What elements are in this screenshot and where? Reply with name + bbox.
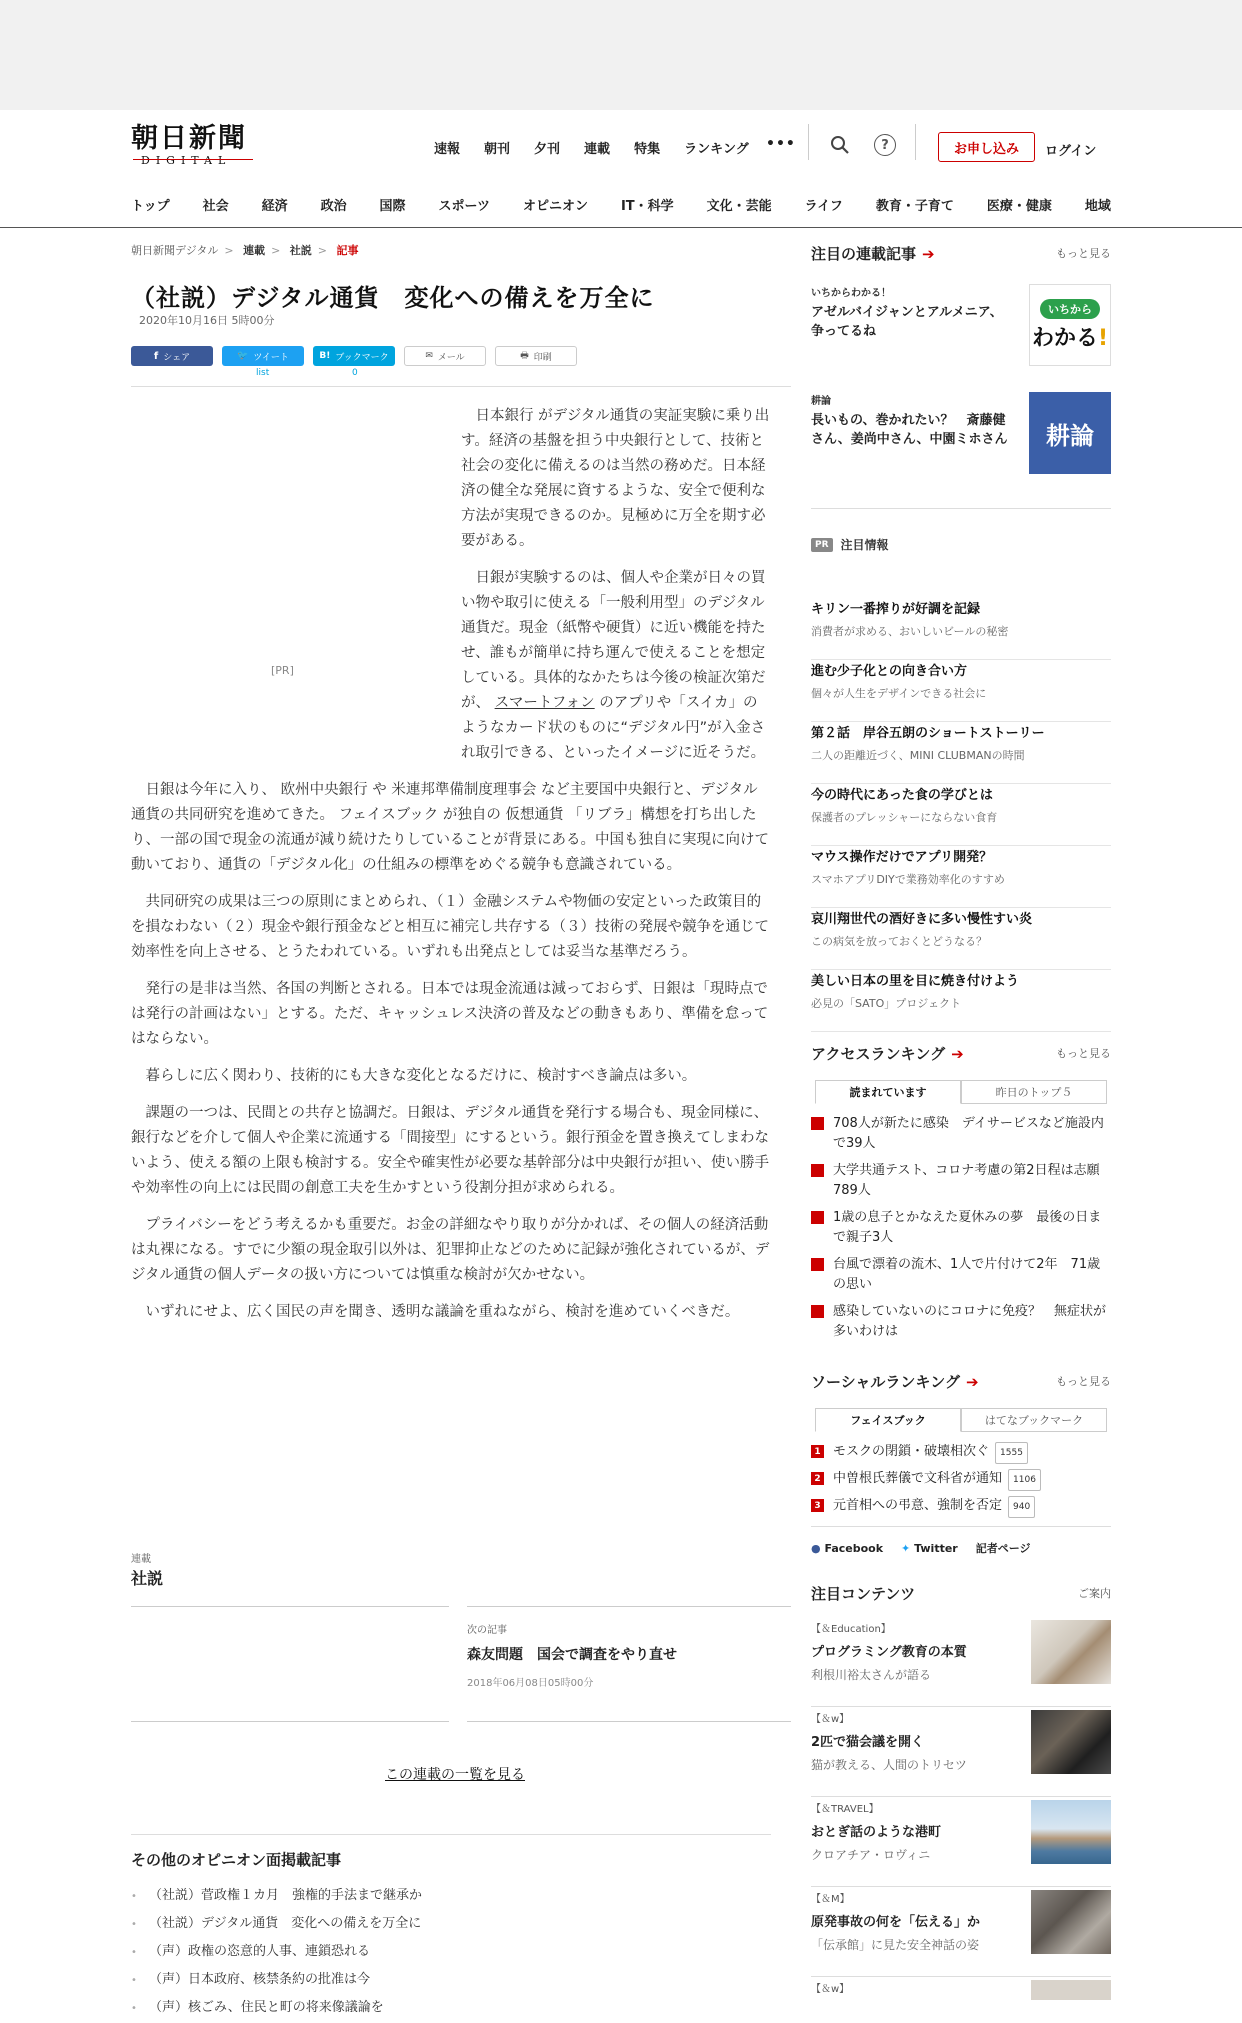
paragraph: いずれにせよ、広く国民の声を聞き、透明な議論を重ねながら、検討を進めていくべきだ。 (145, 1304, 740, 1320)
kouron-thumbnail: 耕論 (1029, 392, 1111, 474)
nav-series[interactable]: 連載 (584, 142, 611, 157)
rank-marker (811, 1258, 824, 1271)
ranking-item[interactable]: 1歳の息子とかなえた夏休みの夢 最後の日まで親子3人 (811, 1208, 1111, 1248)
list-item[interactable]: • （声）核ごみ、住民と町の将来像議論を (131, 2000, 384, 2015)
social-item[interactable]: 3 元首相への弔意、強制を否定 940 (811, 1496, 1111, 1518)
ranking-item[interactable]: 感染していないのにコロナに免疫？ 無症状が多いわけは (811, 1302, 1111, 1342)
featured-more-link[interactable]: もっと見る (1056, 247, 1111, 260)
twitter-icon: 🐦 (237, 351, 249, 361)
cat-it-science[interactable]: IT・科学 (620, 199, 674, 214)
series-name[interactable]: 社説 (131, 1569, 164, 1588)
contents-guide-link[interactable]: ご案内 (1078, 1587, 1111, 1600)
print-icon: 🖶 (520, 351, 529, 361)
social-tabs (815, 1408, 1107, 1432)
pr-item[interactable]: キリン一番搾りが好調を記録 消費者が求める、おいしいビールの秘密 (811, 598, 1111, 660)
ranking-item[interactable]: 大学共通テスト、コロナ考慮の第2日程は志願789人 (811, 1161, 1111, 1201)
cat-international[interactable]: 国際 (379, 199, 406, 214)
bookmark-count[interactable]: 0 (352, 368, 358, 378)
rank-marker (811, 1305, 824, 1318)
featured-header: 注目の連載記事 ➔ もっと見る (811, 244, 1111, 263)
nav-evening[interactable]: 夕刊 (534, 142, 561, 157)
tab-hatena[interactable]: はてなブックマーク (961, 1408, 1107, 1432)
access-more-link[interactable]: もっと見る (1056, 1047, 1111, 1060)
next-title[interactable]: 森友問題 国会で調査をやり直せ (467, 1647, 677, 1663)
paragraph: 共同研究の成果は三つの原則にまとめられ、（１）金融システムや物価の安定といった政策目的を損なわない（２）現金や銀行預金などと相互に補完し共存する（３）技術の発展や競争を通じて効率性を向上させる、とうたわれている。いずれも出発点としては妥当な基準だろう。 (131, 894, 769, 960)
article-body (131, 404, 771, 1337)
paragraph: 日本銀行 がデジタル通貨の実証実験に乗り出す。経済の基盤を担う中央銀行として、技術と社会の変化に備えるのは当然の務めだ。日本経済の健全な発展に資するような、安全で便利な方法が実現できるのか。見極めに万全を期す必要がある。 (461, 408, 770, 549)
other-opinion-heading: その他のオピニオン面掲載記事 (131, 1834, 771, 1870)
nav-features[interactable]: 特集 (634, 142, 661, 157)
tab-facebook[interactable]: フェイスブック (815, 1408, 961, 1432)
tweet-button[interactable]: 🐦 ツイート (222, 346, 304, 366)
arrow-right-icon: ➔ (965, 1372, 979, 1391)
facebook-link[interactable]: ● Facebook (811, 1541, 884, 1555)
twitter-link[interactable]: ✦ Twitter (901, 1541, 958, 1555)
other-opinion-list (131, 1882, 422, 2022)
paragraph: 課題の一つは、民間との共存と協調だ。日銀は、デジタル通貨を発行する場合も、現金同様に、銀行などを介して個人や企業に流通する「間接型」にするという。銀行預金を置き換えてしまわないよう、使える額の上限も検討する。安全や確実性が必要な基幹部分は中央銀行が担い、使い勝手や効率性の向上には民間の創意工夫を生かすという役割分担が求められる。 (131, 1105, 769, 1196)
mail-button[interactable]: ✉ メール (404, 346, 486, 366)
content-item[interactable]: 【＆Education】 プログラミング教育の本質 利根川裕太さんが語る (811, 1620, 1111, 1702)
breadcrumb-current: 記事 (336, 244, 359, 257)
breadcrumb-home[interactable]: 朝日新聞デジタル (131, 244, 219, 257)
content-item[interactable]: 【＆w】 2匹で猫会議を開く 猫が教える、人間のトリセツ (811, 1710, 1111, 1792)
content-thumbnail (1031, 1710, 1111, 1774)
content-thumbnail (1031, 1980, 1111, 2000)
paragraph: 日銀は今年に入り、 欧州中央銀行 や 米連邦準備制度理事会 など主要国中央銀行と、デジタル通貨の共同研究を進めてきた。 フェイスブック が独自の 仮想通貨 「リブラ」構想を打ち出したり、一部の国で現金の流通が減り続けたりしていることが背景にある。中国も独自に実現に向けて動いており、通貨の「デジタル化」の仕組みの標準をめぐる競争も意識されている。 (131, 782, 769, 873)
series-list-link[interactable]: この連載の一覧を見る (385, 1767, 525, 1783)
article-date: 2020年10月16日 5時00分 (139, 314, 275, 327)
featured-item[interactable]: 耕論 長いもの、巻かれたい？ 斎藤健さん、姜尚中さん、中園ミホさん 耕論 (811, 392, 1111, 482)
hatena-bookmark-button[interactable]: B! ブックマーク (313, 346, 395, 366)
rank-marker (811, 1164, 824, 1177)
cat-opinion[interactable]: オピニオン (522, 199, 588, 214)
arrow-right-icon: ➔ (951, 1044, 964, 1063)
tab-yesterday-top5[interactable]: 昨日のトップ５ (961, 1080, 1107, 1104)
pr-item[interactable]: マウス操作だけでアプリ開発？ スマホアプリDIYで業務効率化のすすめ (811, 846, 1111, 908)
login-link[interactable]: ログイン (1045, 144, 1097, 159)
facebook-icon: ● (811, 1541, 821, 1555)
top-nav (434, 138, 773, 157)
access-ranking-header: アクセスランキング ➔ もっと見る (811, 1044, 1111, 1063)
cat-culture[interactable]: 文化・芸能 (706, 199, 772, 214)
pr-item[interactable]: 今の時代にあった食の学びとは 保護者のプレッシャーにならない食育 (811, 784, 1111, 846)
facebook-share-button[interactable]: f シェア (131, 346, 213, 366)
paragraph: 暮らしに広く関わり、技術的にも大きな変化となるだけに、検討すべき論点は多い。 (145, 1068, 697, 1084)
smartphone-link[interactable]: スマートフォン (494, 695, 595, 711)
list-item[interactable]: • （社説）菅政権１カ月 強権的手法まで継承か (131, 1888, 423, 1903)
tweet-count[interactable]: list (256, 368, 270, 378)
category-nav (131, 195, 1111, 214)
cat-life[interactable]: ライフ (804, 199, 843, 214)
cat-top[interactable]: トップ (131, 199, 170, 214)
facebook-icon: f (153, 350, 159, 362)
site-header (0, 110, 1242, 228)
content-thumbnail (1031, 1800, 1111, 1864)
ichikara-thumbnail: いちから わかる! (1029, 284, 1111, 366)
content-thumbnail (1031, 1890, 1111, 1954)
content-item[interactable]: 【＆M】 原発事故の何を「伝える」か 「伝承館」に見た安全神話の姿 (811, 1890, 1111, 1972)
pr-header: PR 注目情報 (811, 536, 889, 553)
pr-item[interactable]: 哀川翔世代の酒好きに多い慢性すい炎 この病気を放っておくとどうなる？ (811, 908, 1111, 970)
social-ranking-header: ソーシャルランキング ➔ もっと見る (811, 1372, 1111, 1391)
cat-society[interactable]: 社会 (202, 199, 229, 214)
cat-economy[interactable]: 経済 (261, 199, 288, 214)
tab-most-read[interactable]: 読まれています (815, 1080, 961, 1104)
rank-marker (811, 1211, 824, 1224)
nav-breaking[interactable]: 速報 (434, 142, 461, 157)
breadcrumb: 朝日新聞デジタル > 連載 > 社説 > 記事 (131, 244, 359, 257)
top-ad-banner (0, 0, 1242, 110)
breadcrumb-editorial[interactable]: 社説 (289, 244, 312, 257)
pr-item[interactable]: 美しい日本の里を目に焼き付けよう 必見の「SATO」プロジェクト (811, 970, 1111, 1032)
paragraph: 日銀が実験するのは、個人や企業が日々の買い物や取引に使える「一般利用型」のデジタル通貨だ。現金（紙幣や硬貨）に近い機能を持たせ、誰もが簡単に持ち運んで使えることを想定している。具体的なかたちは今後の検証次第だが、 スマートフォン のアプリや「スイカ」のようなカード状のものに“デジタル円”が入金され取引できる、といったイメージに近そうだ。 (461, 570, 766, 761)
content-item[interactable]: 【＆w】 (811, 1980, 1111, 2000)
arrow-right-icon: ➔ (922, 244, 935, 263)
cat-sports[interactable]: スポーツ (438, 199, 491, 214)
nav-morning[interactable]: 朝刊 (484, 142, 511, 157)
breadcrumb-series[interactable]: 連載 (243, 244, 266, 257)
hatena-icon: B! (319, 351, 331, 361)
mail-icon: ✉ (425, 351, 433, 361)
content-item[interactable]: 【＆TRAVEL】 おとぎ話のような港町 クロアチア・ロヴィニ (811, 1800, 1111, 1882)
list-item[interactable]: • （社説）デジタル通貨 変化への備えを万全に (131, 1916, 422, 1931)
social-item[interactable]: 1 モスクの閉鎖・破壊相次ぐ 1555 (811, 1442, 1111, 1464)
social-item[interactable]: 2 中曽根氏葬儀で文科省が通知 1106 (811, 1469, 1111, 1491)
rank-marker (811, 1117, 824, 1130)
logo-subtext: DIGITAL (141, 154, 232, 167)
pr-item[interactable]: 進む少子化との向き合い方 個々が人生をデザインできる社会に (811, 660, 1111, 722)
pr-badge: PR (811, 538, 833, 552)
site-logo[interactable] (131, 124, 263, 174)
next-label: 次の記事 (467, 1625, 507, 1636)
more-menu-button[interactable]: ••• (766, 136, 796, 152)
list-item[interactable]: • （声）政権の恣意的人事、連鎖恐れる (131, 1944, 371, 1959)
paragraph: プライバシーをどう考えるかも重要だ。お金の詳細なやり取りが分かれば、その個人の経済活動は丸裸になる。すでに少額の現金取引以外は、犯罪抑止などのために記録が強化されているが、デジタル通貨の個人データの扱い方については慎重な検討が欠かせない。 (131, 1217, 770, 1283)
cat-education[interactable]: 教育・子育て (875, 199, 954, 214)
pr-item[interactable]: 第２話 岸谷五朗のショートストーリー 二人の距離近づく、MINI CLUBMANの時間 (811, 722, 1111, 784)
next-article[interactable] (467, 1606, 791, 1722)
featured-item[interactable]: いちからわかる！ アゼルバイジャンとアルメニア、争ってるね いちから わかる! (811, 284, 1111, 374)
twitter-icon: ✦ (901, 1541, 911, 1555)
reporter-page-link[interactable]: 記者ページ (975, 1542, 1031, 1555)
series-nav (131, 1606, 791, 1722)
subscribe-button[interactable]: お申し込み (938, 132, 1035, 162)
cat-politics[interactable]: 政治 (320, 199, 347, 214)
cat-health[interactable]: 医療・健康 (986, 199, 1052, 214)
nav-ranking[interactable]: ランキング (684, 142, 749, 157)
ranking-item[interactable]: 台風で漂着の流木、1人で片付けて2年 71歳の思い (811, 1255, 1111, 1295)
next-date: 2018年06月08日05時00分 (467, 1678, 594, 1689)
prev-article-slot (131, 1606, 449, 1722)
cat-region[interactable]: 地域 (1084, 199, 1111, 214)
list-item[interactable]: • （声）日本政府、核禁条約の批准は今 (131, 1972, 371, 1987)
search-icon[interactable] (829, 134, 851, 156)
contents-header: 注目コンテンツ ご案内 (811, 1584, 1111, 1603)
social-footer (811, 1540, 1031, 1556)
print-button[interactable]: 🖶 印刷 (495, 346, 577, 366)
share-buttons (131, 346, 577, 366)
paragraph: 発行の是非は当然、各国の判断とされる。日本では現金流通は減っておらず、日銀は「現時点では発行の計画はない」とする。ただ、キャッシュレス決済の普及などの動きもあり、準備を怠ってはならない。 (131, 981, 769, 1047)
ad-pr-label: [PR] (271, 664, 294, 677)
social-more-link[interactable]: もっと見る (1056, 1375, 1111, 1388)
article-title: （社説）デジタル通貨 変化への備えを万全に (131, 284, 655, 312)
content-thumbnail (1031, 1620, 1111, 1684)
access-tabs (815, 1080, 1107, 1104)
ranking-item[interactable]: 708人が新たに感染 デイサービスなど施設内で39人 (811, 1114, 1111, 1154)
logo-text: 朝日新聞 (131, 123, 247, 154)
help-icon[interactable]: ? (874, 134, 896, 156)
series-label: 連載 (131, 1554, 151, 1565)
